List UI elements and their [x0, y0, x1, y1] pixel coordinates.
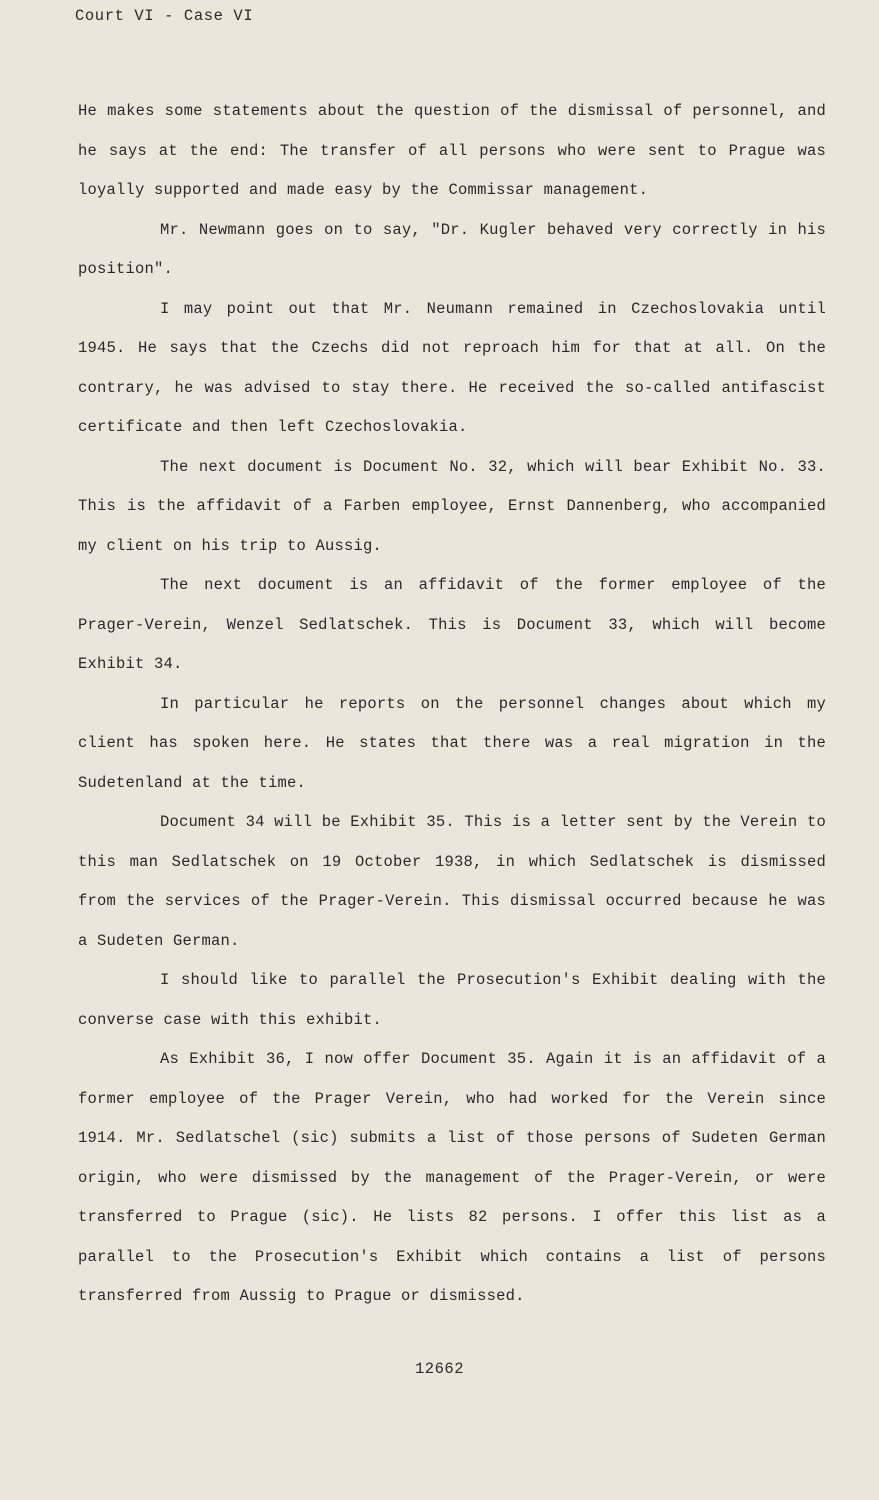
paragraph-7: Document 34 will be Exhibit 35. This is a letter sent by the Verein to this man Sedlatschek on 19 October 1938, in which Sedlatschek is dismissed from the services of the Prager-Verein. This dismissal occurred because he was a Sudeten German. — [78, 813, 826, 950]
paragraph-3: I may point out that Mr. Neumann remained in Czechoslovakia until 1945. He says that the Czechs did not reproach him for that at all. On the contrary, he was advised to stay there. He received the so-called antifascist certificate and then left Czechoslovakia. — [78, 299, 826, 436]
paragraph-5: The next document is an affidavit of the former employee of the Prager-Verein, Wenzel Sedlatschek. This is Document 33, which will become Exhibit 34. — [78, 576, 826, 673]
page-header: Court VI - Case VI — [75, 7, 254, 25]
document-body — [78, 92, 826, 1317]
page-number: 12662 — [414, 1360, 464, 1378]
paragraph-2: Mr. Newmann goes on to say, "Dr. Kugler behaved very correctly in his position". — [78, 220, 826, 278]
paragraph-1: He makes some statements about the question of the dismissal of personnel, and he says at the end: The transfer of all persons who were sent to Prague was loyally supported and made easy by the Commissar management. — [78, 102, 826, 199]
paragraph-4: The next document is Document No. 32, which will bear Exhibit No. 33. This is the affidavit of a Farben employee, Ernst Dannenberg, who accompanied my client on his trip to Aussig. — [78, 457, 826, 555]
paragraph-6: In particular he reports on the personnel changes about which my client has spoken here. He states that there was a real migration in the Sudetenland at the time. — [78, 694, 826, 792]
paragraph-8: I should like to parallel the Prosecution's Exhibit dealing with the converse case with this exhibit. — [78, 971, 826, 1029]
paragraph-9: As Exhibit 36, I now offer Document 35. Again it is an affidavit of a former employee of the Prager Verein, who had worked for the Verein since 1914. Mr. Sedlatschel (sic) submits a list of those persons of Sudeten German origin, who were dismissed by the management of the Prager-Verein, or were transferred to Prague (sic). He lists 82 persons. I offer this list as a parallel to the Prosecution's Exhibit which contains a list of persons transferred from Aussig to Prague or dismissed. — [78, 1050, 826, 1305]
